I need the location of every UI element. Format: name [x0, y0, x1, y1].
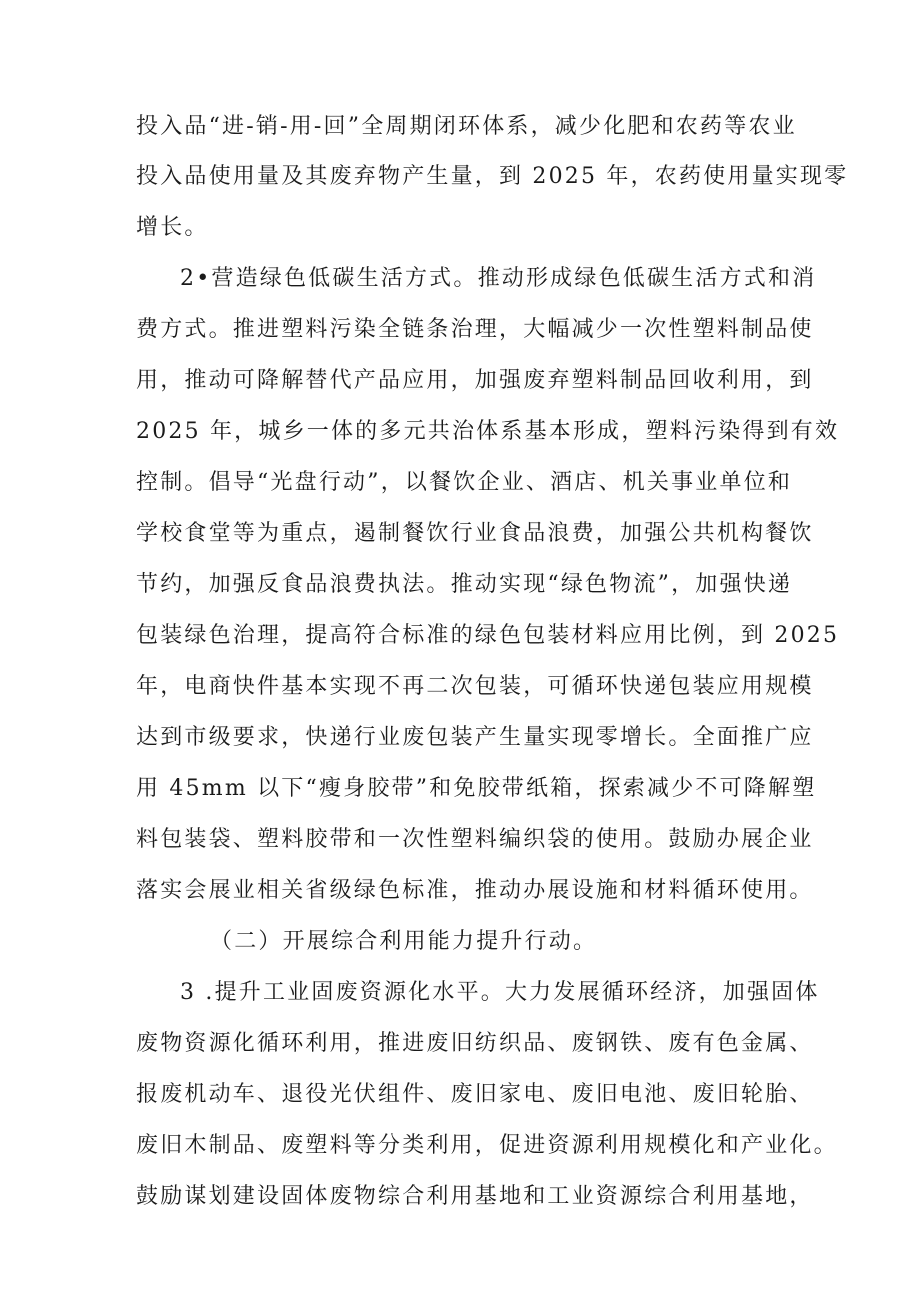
text-line: 废物资源化循环利用，推进废旧纺织品、废钢铁、废有色金属、 — [136, 1031, 814, 1056]
text-line: 节约，加强反食品浪费执法。推动实现“绿色物流”，加强快递 — [136, 572, 793, 597]
text-line: 鼓励谋划建设固体废物综合利用基地和工业资源综合利用基地， — [136, 1184, 814, 1209]
text-line: 用 45mm 以下“瘦身胶带”和免胶带纸箱，探索减少不可降解塑 — [136, 776, 817, 801]
text-line: 达到市级要求，快递行业废包装产生量实现零增长。全面推广应 — [136, 725, 814, 750]
text-line: 报废机动车、退役光伏组件、废旧家电、废旧电池、废旧轮胎、 — [136, 1082, 814, 1107]
text-line: 学校食堂等为重点，遏制餐饮行业食品浪费，加强公共机构餐饮 — [136, 521, 814, 546]
text-line: 落实会展业相关省级绿色标准，推动办展设施和材料循环使用。 — [136, 878, 814, 903]
text-line: 增长。 — [136, 215, 209, 240]
text-line: 投入品“进-销-用-回”全周期闭环体系，减少化肥和农药等农业 — [136, 114, 797, 139]
text-line: 废旧木制品、废塑料等分类利用，促进资源利用规模化和产业化。 — [136, 1133, 838, 1158]
text-line: 2025 年，城乡一体的多元共治体系基本形成，塑料污染得到有效 — [136, 419, 840, 444]
text-line: 投入品使用量及其废弃物产生量，到 2025 年，农药使用量实现零 — [136, 164, 849, 189]
text-line: 用，推动可降解替代产品应用，加强废弃塑料制品回收利用，到 — [136, 368, 814, 393]
text-line: 控制。倡导“光盘行动”，以餐饮企业、酒店、机关事业单位和 — [136, 470, 793, 495]
text-line: 料包装袋、塑料胶带和一次性塑料编织袋的使用。鼓励办展企业 — [136, 827, 814, 852]
paragraph-heading-3: 3 .提升工业固废资源化水平。大力发展循环经济，加强固体 — [180, 980, 820, 1005]
paragraph-heading-2: 2•营造绿色低碳生活方式。推动形成绿色低碳生活方式和消 — [180, 266, 817, 291]
text-line: 包装绿色治理，提高符合标准的绿色包装材料应用比例，到 2025 — [136, 623, 840, 648]
section-heading: （二）开展综合利用能力提升行动。 — [210, 929, 598, 954]
text-line: 费方式。推进塑料污染全链条治理，大幅减少一次性塑料制品使 — [136, 317, 814, 342]
text-line: 年，电商快件基本实现不再二次包装，可循环快递包装应用规模 — [136, 674, 814, 699]
